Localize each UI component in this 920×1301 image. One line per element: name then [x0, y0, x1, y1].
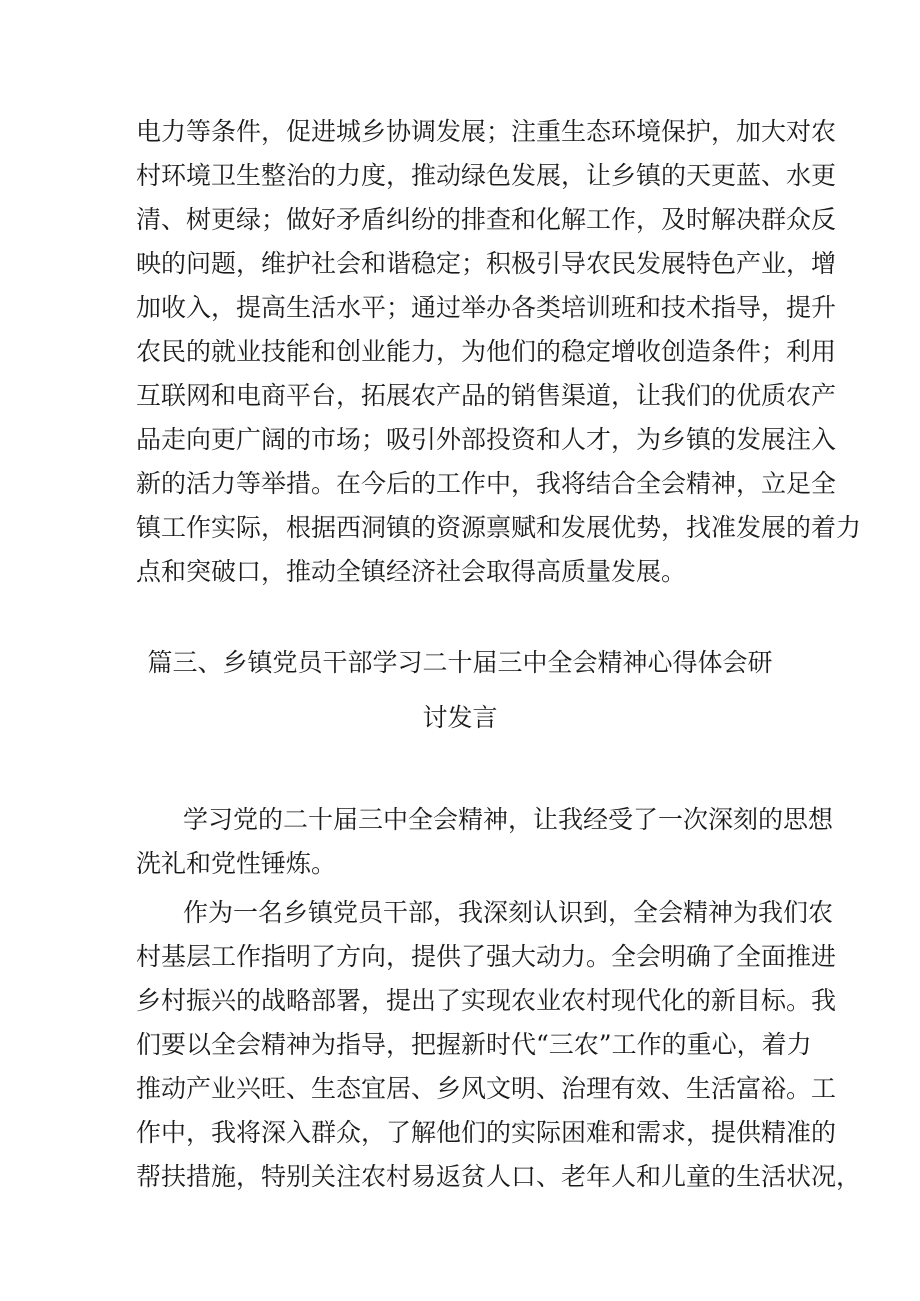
- text-line: 村基层工作指明了方向，提供了强大动力。全会明确了全面推进: [136, 942, 837, 971]
- text-line: 加收入，提高生活水平；通过举办各类培训班和技术指导，提升: [136, 293, 837, 322]
- section-heading: 讨发言: [422, 703, 498, 732]
- text-line: 村环境卫生整治的力度，推动绿色发展，让乡镇的天更蓝、水更: [136, 161, 837, 190]
- text-line: 学习党的二十届三中全会精神，让我经受了一次深刻的思想: [183, 805, 834, 834]
- text-line: 洗礼和党性锤炼。: [136, 849, 337, 878]
- text-line: 农民的就业技能和创业能力，为他们的稳定增收创造条件；利用: [136, 337, 837, 366]
- text-line: 帮扶措施，特别关注农村易返贫人口、老年人和儿童的生活状况，: [136, 1162, 862, 1191]
- text-line: 新的活力等举措。在今后的工作中，我将结合全会精神，立足全: [136, 469, 837, 498]
- text-line: 品走向更广阔的市场；吸引外部投资和人才，为乡镇的发展注入: [136, 425, 837, 454]
- text-line: 推动产业兴旺、生态宜居、乡风文明、治理有效、生活富裕。工: [136, 1074, 837, 1103]
- text-line: 互联网和电商平台，拓展农产品的销售渠道，让我们的优质农产: [136, 381, 837, 410]
- text-line: 清、树更绿；做好矛盾纠纷的排查和化解工作，及时解决群众反: [136, 205, 837, 234]
- text-line: 作为一名乡镇党员干部，我深刻认识到，全会精神为我们农: [183, 898, 834, 927]
- text-line: 点和突破口，推动全镇经济社会取得高质量发展。: [136, 557, 687, 586]
- text-line: 乡村振兴的战略部署，提出了实现农业农村现代化的新目标。我: [136, 986, 837, 1015]
- text-line: 镇工作实际，根据西洞镇的资源禀赋和发展优势，找准发展的着力: [136, 513, 862, 542]
- text-line: 映的问题，维护社会和谐稳定；积极引导农民发展特色产业，增: [136, 249, 837, 278]
- text-line: 们要以全会精神为指导，把握新时代“三农”工作的重心，着力: [136, 1030, 812, 1059]
- section-heading: 篇三、乡镇党员干部学习二十届三中全会精神心得体会研: [147, 648, 773, 677]
- text-line: 作中，我将深入群众，了解他们的实际困难和需求，提供精准的: [136, 1118, 837, 1147]
- text-line: 电力等条件，促进城乡协调发展；注重生态环境保护，加大对农: [136, 117, 837, 146]
